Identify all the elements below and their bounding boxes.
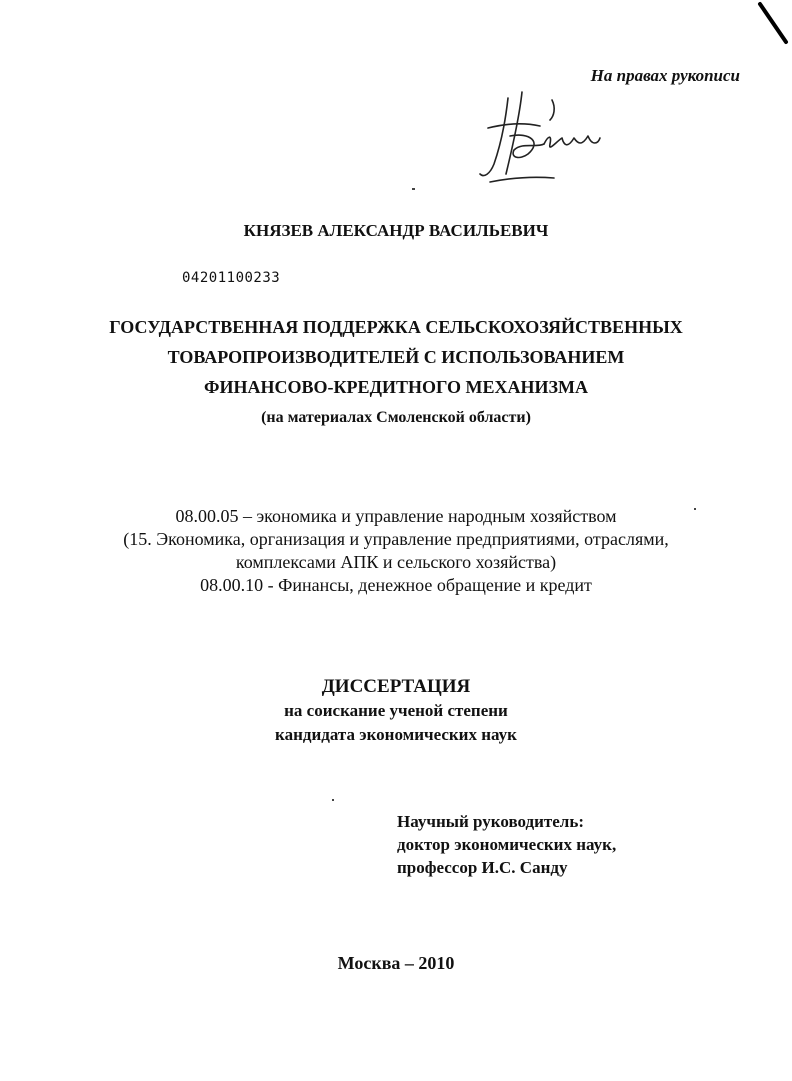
- degree-line-2: кандидата экономических наук: [275, 725, 517, 744]
- specialty-line: 08.00.10 - Финансы, денежное обращение и кредит: [200, 575, 592, 595]
- specialty-codes: [0, 505, 792, 597]
- supervisor-degree: доктор экономических наук,: [397, 835, 617, 854]
- dissertation-heading: ДИССЕРТАЦИЯ: [321, 676, 471, 697]
- scan-speck: [332, 799, 334, 801]
- rights-note: На правах рукописи: [590, 66, 740, 85]
- scan-speck: [412, 188, 415, 190]
- supervisor-label: Научный руководитель:: [397, 812, 584, 831]
- catalog-number: 04201100233: [182, 270, 281, 286]
- scan-corner-mark: [752, 0, 792, 50]
- title-line: ГОСУДАРСТВЕННАЯ ПОДДЕРЖКА СЕЛЬСКОХОЗЯЙСТВЕННЫХ: [109, 317, 683, 337]
- city-year: Москва – 2010: [337, 953, 455, 973]
- title-line: ФИНАНСОВО-КРЕДИТНОГО МЕХАНИЗМА: [204, 377, 588, 397]
- supervisor-block: [397, 810, 616, 879]
- title-line: ТОВАРОПРОИЗВОДИТЕЛЕЙ С ИСПОЛЬЗОВАНИЕМ: [167, 347, 625, 367]
- dissertation-title: [0, 312, 792, 402]
- specialty-line: 08.00.05 – экономика и управление народным хозяйством: [175, 506, 617, 526]
- degree-line-1: на соискание ученой степени: [284, 701, 508, 720]
- specialty-line: комплексами АПК и сельского хозяйства): [235, 552, 557, 572]
- handwritten-signature: [470, 86, 620, 196]
- author-name: КНЯЗЕВ АЛЕКСАНДР ВАСИЛЬЕВИЧ: [243, 221, 549, 240]
- title-subtitle: (на материалах Смоленской области): [261, 409, 531, 426]
- specialty-line: (15. Экономика, организация и управление предприятиями, отраслями,: [123, 529, 669, 549]
- supervisor-name: профессор И.С. Санду: [397, 858, 568, 877]
